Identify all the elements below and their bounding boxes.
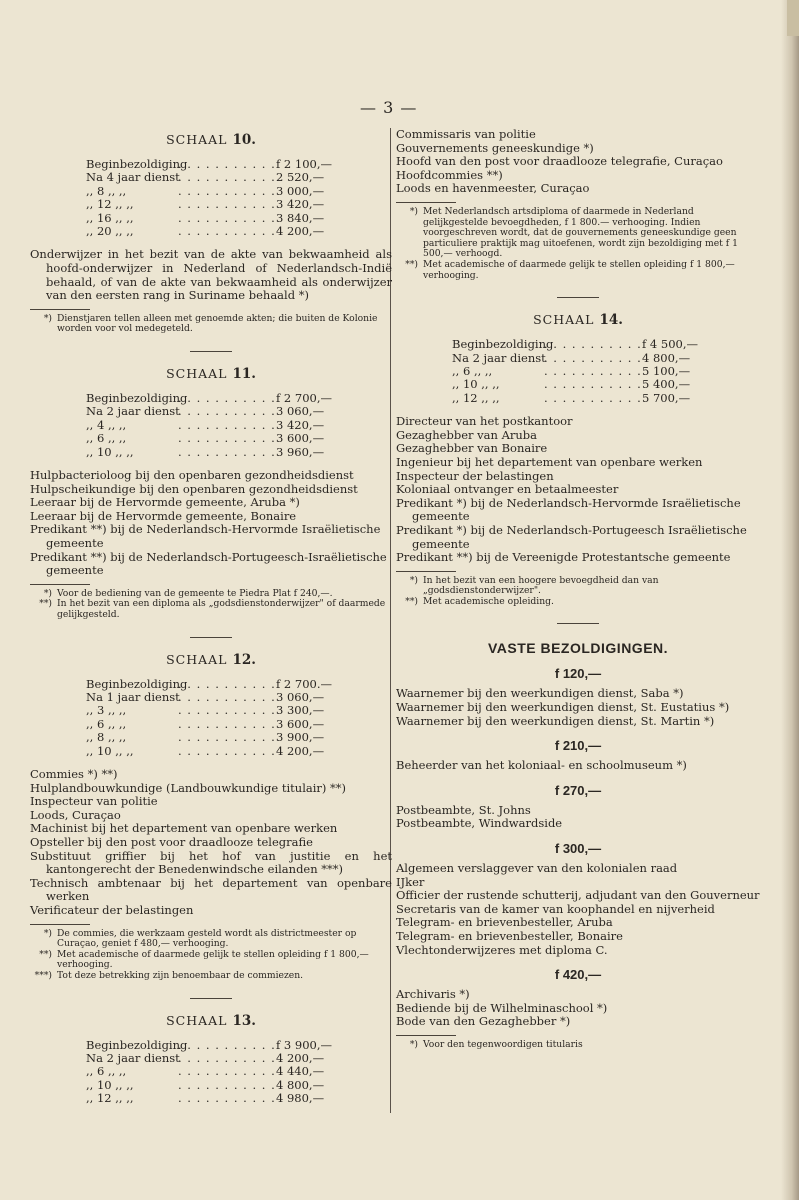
schaal-11-section xyxy=(30,366,392,621)
amount-heading: f 210,— xyxy=(554,738,602,754)
scale-row xyxy=(86,1092,350,1105)
scale-label: ,, 12 ,, ,, xyxy=(86,197,134,212)
position-entry: Verificateur der belastingen xyxy=(30,902,194,917)
position-entry: Gezaghebber van Bonaire xyxy=(396,441,548,456)
scale-amount: 5 100,— xyxy=(642,363,691,378)
position-entry: Opsteller bij den post voor draadlooze telegrafie xyxy=(30,834,313,849)
footnote-mark: *) xyxy=(43,927,52,939)
position-entry: Gouvernements geneeskundige *) xyxy=(396,140,594,155)
footnote-text: Dienstjaren tellen alleen met genoemde akten; die buiten de Kolonie worden voor vol medegeteld. xyxy=(57,312,378,335)
position-list xyxy=(30,469,392,578)
position-entry: Predikant **) bij de Nederlandsch-Portugeesch-Israëlietische gemeente xyxy=(30,549,387,578)
position-entry: Postbeambte, St. Johns xyxy=(396,802,531,817)
position-entry: Commies *) **) xyxy=(30,767,118,781)
salary-scale xyxy=(30,1039,392,1106)
schaal-12-section xyxy=(30,652,392,982)
scale-label: ,, 10 ,, ,, xyxy=(452,377,500,392)
position-entry: Commissaris van politie xyxy=(396,127,536,141)
scale-amount: 3 840,— xyxy=(276,210,325,225)
scale-amount: 3 000,— xyxy=(276,183,325,198)
scale-label: ,, 3 ,, ,, xyxy=(86,703,127,718)
scale-amount: 4 200,— xyxy=(276,224,325,239)
position-entry: Onderwijzer in het bezit van de akte van bekwaamheid als hoofd-onderwijzer in Nederland of Nederlandsch-Indië behaald, of van de akte van bekwaamheid als onderwijzer van den eersten rang in Suriname behaald *) xyxy=(30,247,392,303)
footnote-separator xyxy=(396,571,456,572)
footnote-text: Voor den tegenwoordigen titularis xyxy=(423,1038,583,1050)
vaste-bezoldigingen-section xyxy=(396,640,760,1050)
position-entry: Postbeambte, Windwardside xyxy=(396,816,563,831)
scale-amount: 5 700,— xyxy=(642,390,691,405)
leader-dots xyxy=(178,1039,276,1052)
leader-dots xyxy=(178,198,276,211)
position-entry: Predikant *) bij de Nederlandsch-Hervormde Israëlietische gemeente xyxy=(396,495,741,524)
footnote-text: In het bezit van een diploma als „godsdienstonderwijzer" of daarmede gelijkgesteld. xyxy=(57,598,386,620)
footnote-separator xyxy=(30,309,90,310)
position-entry: Inspecteur van politie xyxy=(30,794,158,809)
scale-label: ,, 10 ,, ,, xyxy=(86,444,134,459)
scale-row xyxy=(86,432,350,445)
section-separator xyxy=(190,998,232,999)
leader-dots xyxy=(178,419,276,432)
schaal-title-prefix: SCHAAL xyxy=(533,312,595,328)
schaal-title-number: 14. xyxy=(599,312,623,329)
scale-label: ,, 6 ,, ,, xyxy=(86,1064,127,1079)
schaal-13-title xyxy=(30,1013,392,1029)
position-entry: Substituut griffier bij het hof van justitie en het kantongerecht der Benedenwindsche eilanden ***) xyxy=(30,848,392,877)
position-entry: Vlechtonderwijzeres met diploma C. xyxy=(396,942,608,957)
scale-amount: 3 900,— xyxy=(276,730,325,745)
page-corner xyxy=(787,0,799,36)
footnote-text: Met academische of daarmede gelijk te stellen opleiding f 1 800,— verhooging. xyxy=(57,948,369,971)
position-entry: Technisch ambtenaar bij het departement van openbare werken xyxy=(30,875,392,904)
scale-amount: 3 600,— xyxy=(276,716,325,731)
footnote-separator xyxy=(396,1035,456,1036)
scale-amount: 4 200,— xyxy=(276,1050,325,1065)
section-separator xyxy=(190,351,232,352)
scale-row xyxy=(86,225,350,238)
scale-label: Na 1 jaar dienst xyxy=(86,689,180,704)
leader-dots xyxy=(178,1092,276,1105)
footnote-mark: **) xyxy=(405,258,418,270)
position-entry: Hulpscheikundige bij den openbaren gezondheidsdienst xyxy=(30,481,358,496)
scale-label: Beginbezoldiging xyxy=(452,337,554,352)
scale-row xyxy=(86,198,350,211)
footnote-mark: *) xyxy=(409,1038,418,1050)
position-entry: Secretaris van de kamer van koophandel en nijverheid xyxy=(396,901,715,916)
scale-amount: f 4 500,— xyxy=(642,337,698,352)
leader-dots xyxy=(178,1079,276,1092)
scale-label: Na 4 jaar dienst xyxy=(86,170,180,185)
footnote-text: Voor de bediening van de gemeente te Piedra Plat f 240,—. xyxy=(57,587,333,599)
salary-scale xyxy=(30,392,392,459)
position-entry: Archivaris *) xyxy=(396,987,470,1002)
scale-amount: 4 200,— xyxy=(276,743,325,758)
leader-dots xyxy=(544,352,642,365)
position-entry: Waarnemer bij den weerkundigen dienst, St. Martin *) xyxy=(396,713,715,728)
footnote-mark: *) xyxy=(43,312,52,324)
leader-dots xyxy=(178,704,276,717)
position-entry: Beheerder van het koloniaal- en schoolmuseum *) xyxy=(396,758,687,773)
schaal-title-number: 13. xyxy=(232,1012,256,1029)
scale-amount: 3 060,— xyxy=(276,404,325,419)
position-entry: Leeraar bij de Hervormde gemeente, Aruba *) xyxy=(30,495,300,510)
scale-label: ,, 10 ,, ,, xyxy=(86,1077,134,1092)
scale-row xyxy=(86,392,350,405)
scale-label: Beginbezoldiging xyxy=(86,157,188,171)
footnote-mark: **) xyxy=(39,598,52,610)
position-entry: Predikant **) bij de Vereenigde Protestantsche gemeente xyxy=(396,550,731,565)
footnote-mark: *) xyxy=(43,587,52,599)
section-separator xyxy=(190,637,232,638)
leader-dots xyxy=(178,446,276,459)
scale-amount: 4 980,— xyxy=(276,1091,325,1106)
position-entry: Machinist bij het departement van openbare werken xyxy=(30,821,338,836)
position-entry: Hoofdcommies **) xyxy=(396,167,503,182)
leader-dots xyxy=(544,392,642,405)
leader-dots xyxy=(178,1052,276,1065)
scale-amount: 5 400,— xyxy=(642,377,691,392)
position-entry: IJker xyxy=(396,874,425,889)
scale-row xyxy=(452,378,716,391)
schaal-title-number: 12. xyxy=(232,651,256,668)
leader-dots xyxy=(178,158,276,171)
scale-label: ,, 4 ,, ,, xyxy=(86,417,127,432)
scale-label: ,, 6 ,, ,, xyxy=(86,716,127,731)
footnote xyxy=(30,971,392,982)
footnote-text: De commies, die werkzaam gesteld wordt als districtmeester op Curaçao, geniet f 480,— verhooging. xyxy=(57,927,357,950)
schaal-title-prefix: SCHAAL xyxy=(166,366,228,381)
position-entry: Hulpbacterioloog bij den openbaren gezondheidsdienst xyxy=(30,468,354,483)
schaal-10-section xyxy=(30,132,392,335)
scale-row xyxy=(86,731,350,744)
schaal-title-number: 11. xyxy=(232,366,256,382)
page-edge-shadow xyxy=(781,0,799,1200)
scale-row xyxy=(86,212,350,225)
leader-dots xyxy=(178,171,276,184)
footnote-text: Met Nederlandsch artsdiploma of daarmede in Nederland gelijkgestelde bevoegdheden, f 1 800.— verhooging. Indien voorgeschreven wordt, dat de gouvernements geneeskundige geen particuliere praktijk mag uitoefenen, wordt zijn bezoldiging met f 1 500,— verhoogd. xyxy=(423,205,738,260)
footnote-mark: *) xyxy=(409,205,418,217)
leader-dots xyxy=(544,378,642,391)
footnote-mark: ***) xyxy=(34,969,52,981)
position-entry: Koloniaal ontvanger en betaalmeester xyxy=(396,482,619,497)
leader-dots xyxy=(178,1065,276,1078)
scale-row xyxy=(86,158,350,171)
scale-label: Beginbezoldiging xyxy=(86,1037,188,1052)
scale-label: ,, 10 ,, ,, xyxy=(86,743,134,758)
position-list xyxy=(396,415,760,565)
footnote xyxy=(396,576,760,597)
scale-row xyxy=(86,171,350,184)
schaal-10-title xyxy=(30,132,392,148)
scale-amount: f 2 100,— xyxy=(276,157,332,171)
scale-label: Na 2 jaar dienst xyxy=(452,350,546,365)
scale-amount: 4 440,— xyxy=(276,1064,325,1079)
position-entry: Directeur van het postkantoor xyxy=(396,414,573,429)
scale-row xyxy=(86,185,350,198)
salary-scale xyxy=(396,338,760,405)
scale-amount: 3 420,— xyxy=(276,197,325,212)
right-column xyxy=(396,126,760,1051)
schaal-13-section xyxy=(30,1013,392,1106)
leader-dots xyxy=(178,731,276,744)
scale-row xyxy=(452,392,716,405)
position-entry: Telegram- en brievenbesteller, Aruba xyxy=(396,915,613,930)
scale-amount: 3 600,— xyxy=(276,431,325,446)
footnote xyxy=(30,950,392,971)
amount-heading: f 300,— xyxy=(554,841,602,857)
scale-row xyxy=(86,678,350,691)
position-entry: Algemeen verslaggever van den kolonialen raad xyxy=(396,861,678,876)
leader-dots xyxy=(178,405,276,418)
schaal-14-title xyxy=(396,312,760,328)
scale-amount: 3 420,— xyxy=(276,417,325,432)
schaal-12-title xyxy=(30,652,392,668)
schaal-title-prefix: SCHAAL xyxy=(166,1012,228,1028)
schaal-title-prefix: SCHAAL xyxy=(166,132,228,147)
position-entry: Inspecteur der belastingen xyxy=(396,468,554,483)
schaal-title-prefix: SCHAAL xyxy=(166,651,228,667)
amount-heading: f 120,— xyxy=(554,666,602,682)
scale-row xyxy=(86,446,350,459)
scale-row xyxy=(86,1039,350,1052)
footnote-mark: **) xyxy=(39,948,52,960)
scale-row xyxy=(86,419,350,432)
vaste-title: VASTE BEZOLDIGINGEN. xyxy=(487,640,669,657)
position-entry: Loods en havenmeester, Curaçao xyxy=(396,181,590,196)
scale-label: ,, 12 ,, ,, xyxy=(452,390,500,405)
footnote xyxy=(30,929,392,950)
leader-dots xyxy=(178,392,276,405)
scale-amount: f 2 700.— xyxy=(276,676,332,691)
leader-dots xyxy=(178,212,276,225)
footnote-text: Met academische opleiding. xyxy=(423,595,554,607)
footnote xyxy=(396,1040,760,1051)
leader-dots xyxy=(178,678,276,691)
scale-amount: 3 060,— xyxy=(276,689,325,704)
position-list-continued xyxy=(396,128,760,196)
amount-heading: f 420,— xyxy=(554,967,602,983)
leader-dots xyxy=(178,225,276,238)
scale-label: Beginbezoldiging xyxy=(86,676,188,691)
scale-amount: f 2 700,— xyxy=(276,391,332,405)
position-entry: Predikant *) bij de Nederlandsch-Portugeesch Israëlietische gemeente xyxy=(396,522,747,551)
leader-dots xyxy=(178,691,276,704)
position-entry: Loods, Curaçao xyxy=(30,807,121,822)
left-column xyxy=(30,126,392,1106)
scale-row xyxy=(86,704,350,717)
scale-label: ,, 12 ,, ,, xyxy=(86,1091,134,1106)
position-entry: Officier der rustende schutterij, adjudant van den Gouverneur xyxy=(396,888,760,903)
scale-row xyxy=(86,745,350,758)
scale-row xyxy=(86,691,350,704)
footnote-mark: **) xyxy=(405,595,418,607)
scale-amount: 3 300,— xyxy=(276,703,325,718)
scale-amount: 4 800,— xyxy=(642,350,691,365)
scale-row xyxy=(86,1052,350,1065)
scale-label: ,, 6 ,, ,, xyxy=(452,363,493,378)
position-entry: Gezaghebber van Aruba xyxy=(396,427,538,442)
footnote xyxy=(396,597,760,608)
leader-dots xyxy=(178,185,276,198)
scale-amount: f 3 900,— xyxy=(276,1037,332,1052)
position-entry: Hulplandbouwkundige (Landbouwkundige titulair) **) xyxy=(30,780,347,795)
page-number: — 3 — xyxy=(360,98,418,117)
leader-dots xyxy=(178,745,276,758)
scale-label: ,, 8 ,, ,, xyxy=(86,730,127,745)
leader-dots xyxy=(544,365,642,378)
footnote-separator xyxy=(396,202,456,203)
scale-amount: 3 960,— xyxy=(276,444,325,459)
section-separator xyxy=(557,623,599,624)
footnote-text: In het bezit van een hoogere bevoegdheid dan van „godsdienstonderwijzer". xyxy=(423,574,659,597)
footnote-text: Met academische of daarmede gelijk te stellen opleiding f 1 800,— verhooging. xyxy=(423,258,735,281)
position-list xyxy=(30,768,392,918)
position-entry: Telegram- en brievenbesteller, Bonaire xyxy=(396,929,623,943)
footnote-separator xyxy=(30,584,90,585)
position-entry: Leeraar bij de Hervormde gemeente, Bonaire xyxy=(30,508,297,523)
schaal-11-title xyxy=(30,366,392,382)
scale-row xyxy=(452,352,716,365)
scale-label: ,, 8 ,, ,, xyxy=(86,183,127,198)
scale-label: Beginbezoldiging xyxy=(86,391,188,405)
footnote-mark: *) xyxy=(409,574,418,586)
scale-amount: 4 800,— xyxy=(276,1077,325,1092)
position-entry: Predikant **) bij de Nederlandsch-Hervormde Israëlietische gemeente xyxy=(30,522,381,550)
footnote-separator xyxy=(30,924,90,925)
position-entry: Bode van den Gezaghebber *) xyxy=(396,1014,571,1029)
scale-row xyxy=(452,338,716,351)
position-entry: Ingenieur bij het departement van openbare werken xyxy=(396,454,703,469)
position-entry: Waarnemer bij den weerkundigen dienst, St. Eustatius *) xyxy=(396,700,730,715)
position-list xyxy=(30,248,392,302)
salary-scale xyxy=(30,158,392,238)
scale-label: ,, 6 ,, ,, xyxy=(86,431,127,446)
footnote xyxy=(30,314,392,335)
position-entry: Waarnemer bij den weerkundigen dienst, Saba *) xyxy=(396,686,684,701)
footnote-text: Tot deze betrekking zijn benoembaar de commiezen. xyxy=(57,969,304,981)
scale-label: Na 2 jaar dienst xyxy=(86,1050,180,1065)
position-entry: Hoofd van den post voor draadlooze telegrafie, Curaçao xyxy=(396,154,723,169)
leader-dots xyxy=(544,338,642,351)
scale-label: ,, 16 ,, ,, xyxy=(86,210,134,225)
footnote xyxy=(396,260,760,281)
scale-label: ,, 20 ,, ,, xyxy=(86,224,134,239)
salary-scale xyxy=(30,678,392,758)
scale-amount: 2 520,— xyxy=(276,170,325,185)
leader-dots xyxy=(178,718,276,731)
footnote xyxy=(396,207,760,260)
scale-row xyxy=(86,1065,350,1078)
scale-label: Na 2 jaar dienst xyxy=(86,404,180,419)
leader-dots xyxy=(178,432,276,445)
scale-row xyxy=(86,718,350,731)
amount-heading: f 270,— xyxy=(554,782,602,798)
schaal-title-number: 10. xyxy=(232,132,256,148)
scale-row xyxy=(86,1079,350,1092)
position-entry: Bediende bij de Wilhelminaschool *) xyxy=(396,1000,608,1015)
section-separator xyxy=(557,297,599,298)
schaal-14-section xyxy=(396,312,760,607)
scale-row xyxy=(86,405,350,418)
scale-row xyxy=(452,365,716,378)
footnote xyxy=(30,599,392,620)
